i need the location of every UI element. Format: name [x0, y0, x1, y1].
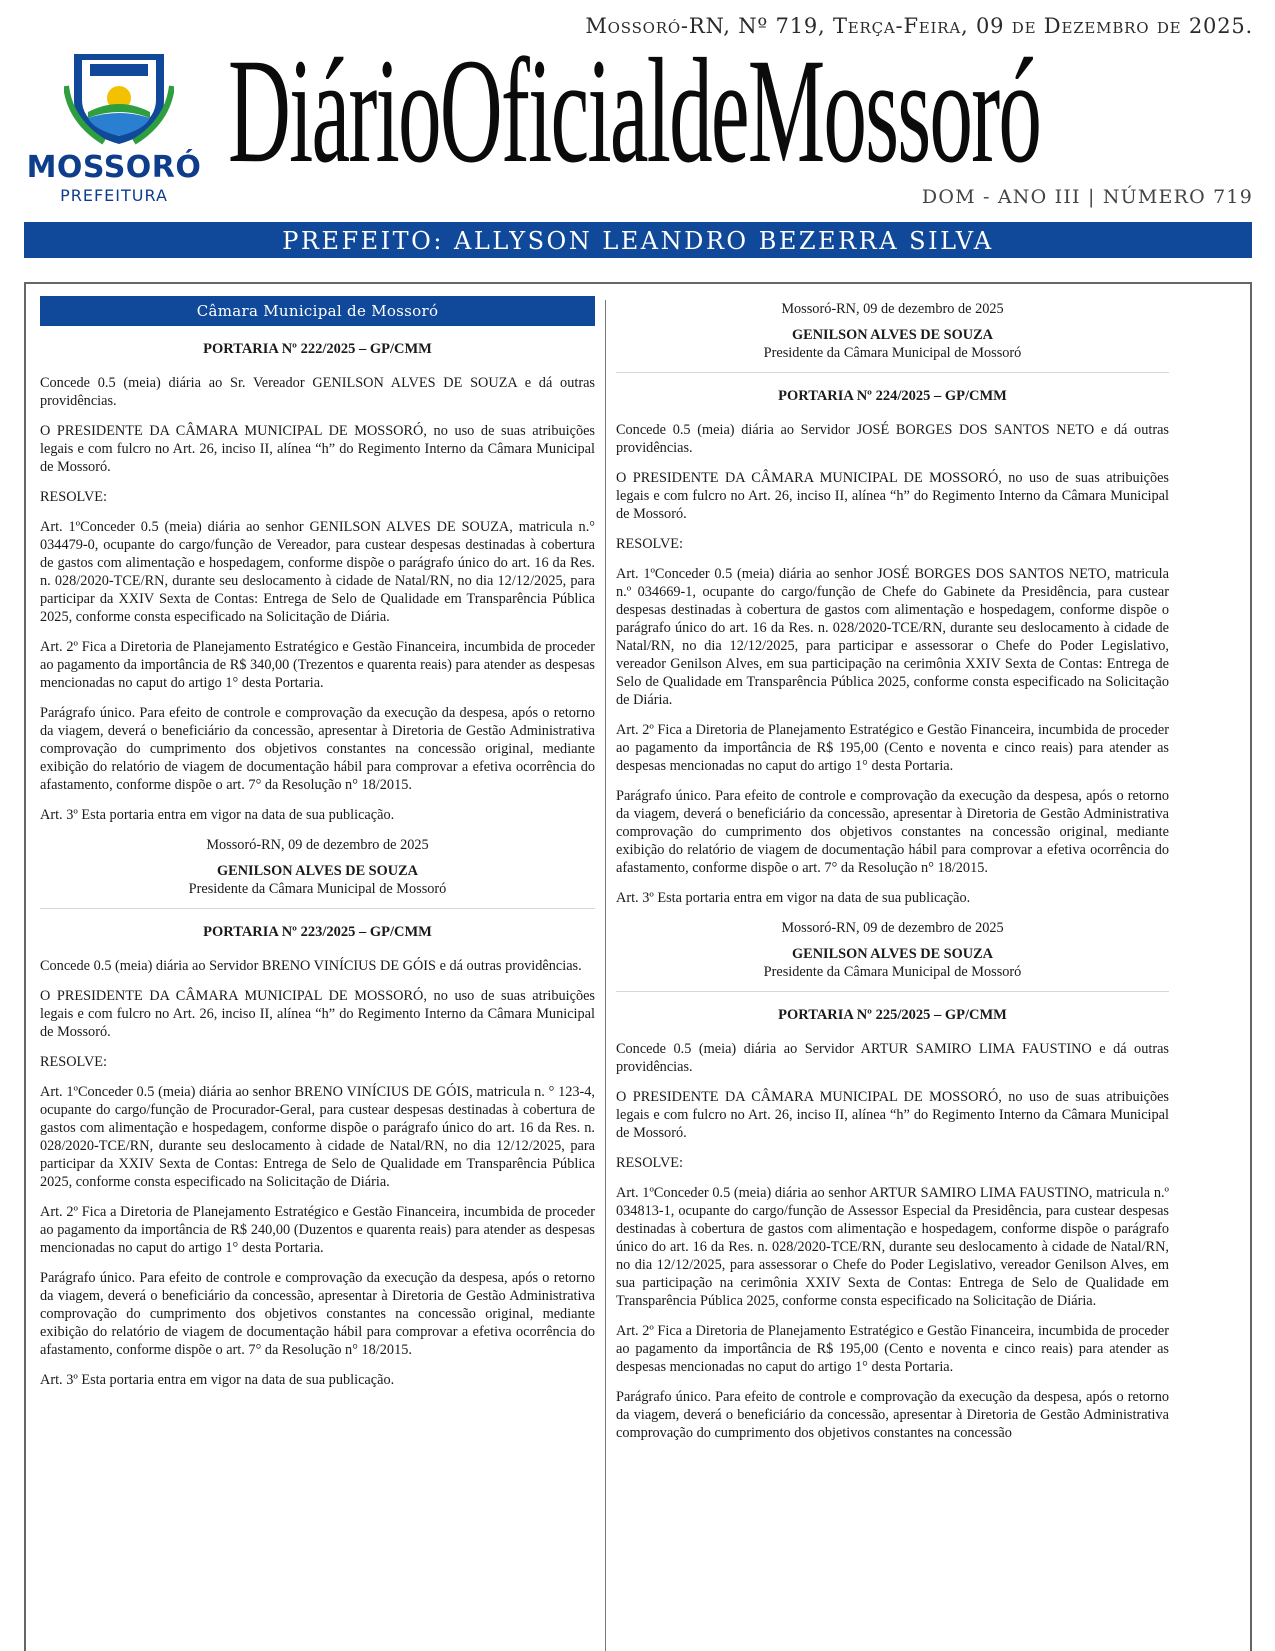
article-3: Art. 3º Esta portaria entra em vigor na data de sua publicação.: [40, 807, 395, 823]
resolve-label: RESOLVE:: [40, 489, 107, 505]
article-3: Art. 3º Esta portaria entra em vigor na data de sua publicação.: [40, 1372, 395, 1388]
signature-date: Mossoró-RN, 09 de dezembro de 2025: [781, 920, 1004, 936]
article-2: Art. 2º Fica a Diretoria de Planejamento Estratégico e Gestão Financeira, incumbida de proceder ao pagamento da importância de R$ 195,00 (Cento e noventa e cinco reais) para atender as despesas mencionadas no caput do artigo 1° desta Portaria.: [616, 1323, 1169, 1375]
signer-name: GENILSON ALVES DE SOUZA: [217, 863, 418, 879]
signer-role: Presidente da Câmara Municipal de Mossoró: [763, 345, 1022, 361]
signer-role: Presidente da Câmara Municipal de Mossoró: [763, 964, 1022, 980]
portaria-title: PORTARIA Nº 225/2025 – GP/CMM: [778, 1007, 1007, 1023]
article-2: Art. 2º Fica a Diretoria de Planejamento Estratégico e Gestão Financeira, incumbida de proceder ao pagamento da importância de R$ 195,00 (Cento e noventa e cinco reais) para atender as despesas mencionadas no caput do artigo 1° desta Portaria.: [616, 722, 1169, 774]
signer-name: GENILSON ALVES DE SOUZA: [792, 946, 993, 962]
article-1: Art. 1ºConceder 0.5 (meia) diária ao senhor GENILSON ALVES DE SOUZA, matricula n.° 034479-0, ocupante do cargo/função de Vereador, para custear despesas destinadas à cobertura de gastos com alimentação e hospedagem, conforme dispõe o parágrafo único do art. 16 da Res. n. 028/2020-TCE/RN, durante seu deslocamento à cidade de Natal/RN, no dia 12/12/2025, para participar da XXIV Sexta de Contas: Entrega de Selo de Qualidade em Transparência Pública 2025, conforme consta especificado na Solicitação de Diária.: [40, 519, 595, 625]
edition-number-line: DOM - ANO III | NÚMERO 719: [921, 186, 1253, 208]
column-divider: [605, 300, 606, 1651]
resolve-label: RESOLVE:: [40, 1054, 107, 1070]
right-column: [616, 296, 1169, 1454]
portaria-223: [40, 923, 595, 1389]
article-2: Art. 2º Fica a Diretoria de Planejamento Estratégico e Gestão Financeira, incumbida de proceder ao pagamento da importância de R$ 240,00 (Duzentos e quarenta reais) para atender as despesas mencionadas no caput do artigo 1° desta Portaria.: [40, 1204, 595, 1256]
left-column: [40, 296, 595, 1401]
article-1: Art. 1ºConceder 0.5 (meia) diária ao senhor ARTUR SAMIRO LIMA FAUSTINO, matricula n.º 034813-1, ocupante do cargo/função de Assessor Especial da Presidência, para custear despesas destinadas à cobertura de gastos com alimentação e hospedagem, conforme dispõe o parágrafo único do art. 16 da Res. n. 028/2020-TCE/RN, durante seu deslocamento à cidade de Natal/RN, no dia 12/12/2025, para assessorar o Chefe do Poder Legislativo, vereador Genilson Alves, em sua participação na cerimônia XXIV Sexta de Contas: Entrega de Selo de Qualidade em Transparência Pública 2025, conforme consta especificado na Solicitação de Diária.: [616, 1185, 1169, 1309]
portaria-224: [616, 387, 1169, 981]
signature-date: Mossoró-RN, 09 de dezembro de 2025: [781, 301, 1004, 317]
preamble: O PRESIDENTE DA CÂMARA MUNICIPAL DE MOSSORÓ, no uso de suas atribuições legais e com fulcro no Art. 26, inciso II, alínea “h” do Regimento Interno da Câmara Municipal de Mossoró.: [616, 1089, 1169, 1141]
page-header: [0, 0, 1275, 280]
paragrafo-unico: Parágrafo único. Para efeito de controle e comprovação da execução da despesa, após o retorno da viagem, deverá o beneficiário da concessão, apresentar à Diretoria de Gestão Administrativa comprovação do cumprimento dos objetivos constantes na concessão original, mediante exibição do relatório de viagem de documentação hábil para comprovar a efetiva ocorrência do afastamento, conforme dispõe o art. 7° da Resolução n° 18/2015.: [40, 705, 595, 793]
paragrafo-unico: Parágrafo único. Para efeito de controle e comprovação da execução da despesa, após o retorno da viagem, deverá o beneficiário da concessão, apresentar à Diretoria de Gestão Administrativa comprovação do cumprimento dos objetivos constantes na concessão original, mediante exibição do relatório de viagem de documentação hábil para comprovar a efetiva ocorrência do afastamento, conforme dispõe o art. 7° da Resolução n° 18/2015.: [40, 1270, 595, 1358]
preamble: O PRESIDENTE DA CÂMARA MUNICIPAL DE MOSSORÓ, no uso de suas atribuições legais e com fulcro no Art. 26, inciso II, alínea “h” do Regimento Interno da Câmara Municipal de Mossoró.: [40, 423, 595, 475]
logo-subtitle: PREFEITURA: [60, 186, 168, 205]
ementa: Concede 0.5 (meia) diária ao Sr. Vereador GENILSON ALVES DE SOUZA e dá outras providências.: [40, 375, 595, 409]
ementa: Concede 0.5 (meia) diária ao Servidor ARTUR SAMIRO LIMA FAUSTINO e dá outras providências.: [616, 1041, 1169, 1075]
portaria-223-closing: [616, 300, 1169, 362]
signature-date: Mossoró-RN, 09 de dezembro de 2025: [206, 837, 429, 853]
signer-role: Presidente da Câmara Municipal de Mossoró: [188, 881, 447, 897]
portaria-225: [616, 1006, 1169, 1442]
resolve-label: RESOLVE:: [616, 536, 683, 552]
article-1: Art. 1ºConceder 0.5 (meia) diária ao senhor BRENO VINÍCIUS DE GÓIS, matricula n. ° 123-4, ocupante do cargo/função de Procurador-Geral, para custear despesas destinadas à cobertura de gastos com alimentação e hospedagem, conforme dispõe o parágrafo único do art. 16 da Res. n. 028/2020-TCE/RN, durante seu deslocamento à cidade de Natal/RN, no dia 12/12/2025, para participar da XXIV Sexta de Contas: Entrega de Selo de Qualidade em Transparência Pública 2025, conforme consta especificado na Solicitação de Diária.: [40, 1084, 595, 1190]
mayor-banner: PREFEITO: ALLYSON LEANDRO BEZERRA SILVA: [24, 222, 1252, 258]
portaria-separator: [40, 908, 595, 909]
prefeitura-logo: [24, 46, 204, 206]
preamble: O PRESIDENTE DA CÂMARA MUNICIPAL DE MOSSORÓ, no uso de suas atribuições legais e com fulcro no Art. 26, inciso II, alínea “h” do Regimento Interno da Câmara Municipal de Mossoró.: [40, 988, 595, 1040]
logo-city-name: MOSSORÓ: [26, 150, 202, 185]
ementa: Concede 0.5 (meia) diária ao Servidor JOSÉ BORGES DOS SANTOS NETO e dá outras providências.: [616, 422, 1169, 456]
article-2: Art. 2º Fica a Diretoria de Planejamento Estratégico e Gestão Financeira, incumbida de proceder ao pagamento da importância de R$ 340,00 (Trezentos e quarenta reais) para atender as despesas mencionadas no caput do artigo 1° desta Portaria.: [40, 639, 595, 691]
portaria-title: PORTARIA Nº 224/2025 – GP/CMM: [778, 388, 1007, 404]
article-1: Art. 1ºConceder 0.5 (meia) diária ao senhor JOSÉ BORGES DOS SANTOS NETO, matricula n.º 034669-1, ocupante do cargo/função de Chefe do Gabinete da Presidência, para custear despesas destinadas à cobertura de gastos com alimentação e hospedagem, conforme dispõe o parágrafo único do art. 16 da Res. n. 028/2020-TCE/RN, durante seu deslocamento à cidade de Natal/RN, no dia 12/12/2025, para participar e assessorar o Chefe do Poder Legislativo, vereador Genilson Alves, em sua participação na cerimônia XXIV Sexta de Contas: Entrega de Selo de Qualidade em Transparência Pública 2025, conforme consta especificado na Solicitação de Diária.: [616, 566, 1169, 708]
edition-date-line: Mossoró-RN, Nº 719, Terça-Feira, 09 de Dezembro de 2025.: [585, 14, 1253, 38]
portaria-separator: [616, 372, 1169, 373]
portaria-title: PORTARIA Nº 222/2025 – GP/CMM: [203, 341, 432, 357]
section-header: Câmara Municipal de Mossoró: [40, 296, 595, 326]
portaria-title: PORTARIA Nº 223/2025 – GP/CMM: [203, 924, 432, 940]
signer-name: GENILSON ALVES DE SOUZA: [792, 327, 993, 343]
preamble: O PRESIDENTE DA CÂMARA MUNICIPAL DE MOSSORÓ, no uso de suas atribuições legais e com fulcro no Art. 26, inciso II, alínea “h” do Regimento Interno da Câmara Municipal de Mossoró.: [616, 470, 1169, 522]
paragrafo-unico: Parágrafo único. Para efeito de controle e comprovação da execução da despesa, após o retorno da viagem, deverá o beneficiário da concessão, apresentar à Diretoria de Gestão Administrativa comprovação do cumprimento dos objetivos constantes na concessão: [616, 1389, 1169, 1441]
masthead-title: DiárioOficialdeMossoró: [228, 28, 1041, 194]
paragrafo-unico: Parágrafo único. Para efeito de controle e comprovação da execução da despesa, após o retorno da viagem, deverá o beneficiário da concessão, apresentar à Diretoria de Gestão Administrativa comprovação do cumprimento dos objetivos constantes na concessão original, mediante exibição do relatório de viagem de documentação hábil para comprovar a efetiva ocorrência do afastamento, conforme dispõe o art. 7° da Resolução n° 18/2015.: [616, 788, 1169, 876]
municipal-coat-of-arms-icon: [64, 46, 174, 146]
ementa: Concede 0.5 (meia) diária ao Servidor BRENO VINÍCIUS DE GÓIS e dá outras providências.: [40, 958, 582, 974]
article-3: Art. 3º Esta portaria entra em vigor na data de sua publicação.: [616, 890, 971, 906]
resolve-label: RESOLVE:: [616, 1155, 683, 1171]
portaria-222: [40, 340, 595, 898]
portaria-separator: [616, 991, 1169, 992]
